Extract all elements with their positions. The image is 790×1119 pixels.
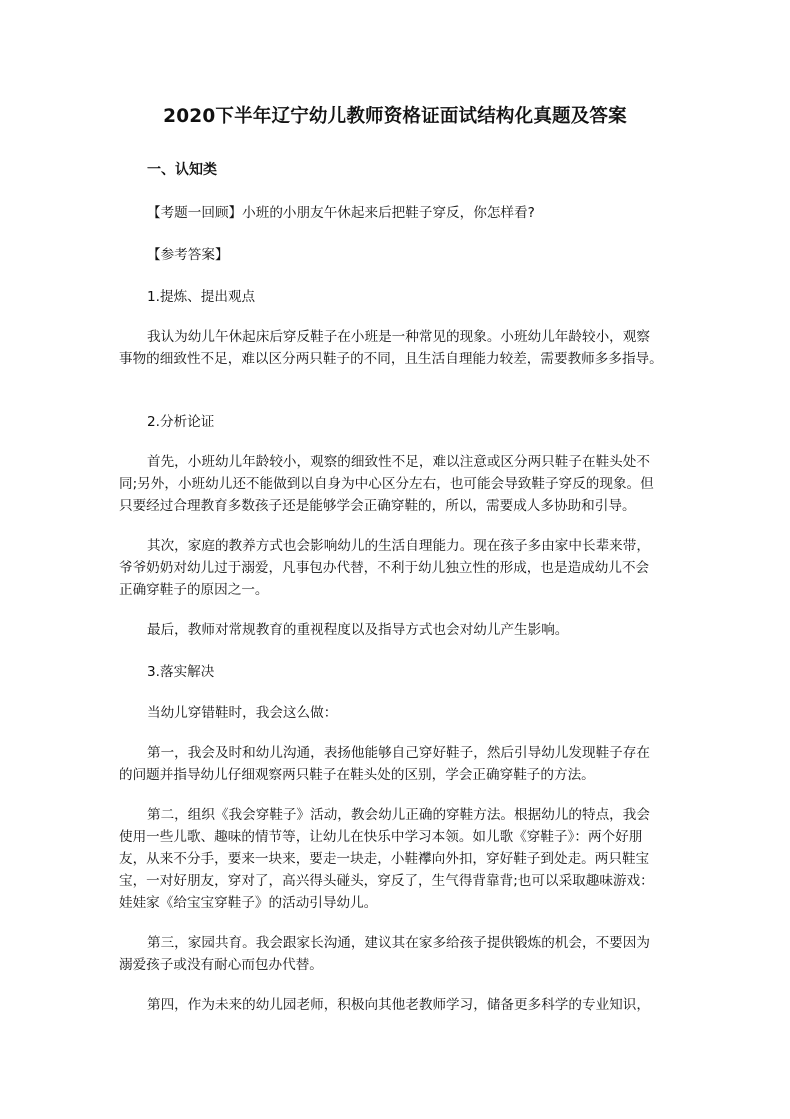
paragraph-9: 第四，作为未来的幼儿园老师，积极向其他老教师学习，储备更多科学的专业知识，: [147, 997, 650, 1013]
answer-label: 【参考答案】: [147, 247, 229, 263]
paragraph-3-line-2: 爷爷奶奶对幼儿过于溺爱，凡事包办代替，不利于幼儿独立性的形成，也是造成幼儿不会: [119, 560, 650, 576]
section-heading-cognition: 一、认知类: [147, 162, 217, 178]
paragraph-7-line-2: 使用一些儿歌、趣味的情节等，让幼儿在快乐中学习本领。如儿歌《穿鞋子》：两个好朋: [119, 829, 643, 845]
paragraph-7-line-4: 宝，一对好朋友，穿对了，高兴得头碰头，穿反了，生气得背靠背;也可以采取趣味游戏：: [119, 873, 654, 889]
paragraph-3-line-1: 其次，家庭的教养方式也会影响幼儿的生活自理能力。现在孩子多由家中长辈来带，: [147, 538, 650, 554]
question-text: 【考题一回顾】小班的小朋友午休起来后把鞋子穿反，你怎样看?: [147, 205, 535, 221]
paragraph-8-line-2: 溺爱孩子或没有耐心而包办代替。: [119, 957, 323, 973]
paragraph-7-line-5: 娃娃家《给宝宝穿鞋子》的活动引导幼儿。: [119, 895, 378, 911]
paragraph-6-line-1: 第一，我会及时和幼儿沟通，表扬他能够自己穿好鞋子，然后引导幼儿发现鞋子存在: [147, 745, 650, 761]
paragraph-2-line-2: 同;另外，小班幼儿还不能做到以自身为中心区分左右，也可能会导致鞋子穿反的现象。但: [119, 476, 654, 492]
paragraph-2-line-3: 只要经过合理教育多数孩子还是能够学会正确穿鞋的，所以，需要成人多协助和引导。: [119, 498, 636, 514]
paragraph-7-line-1: 第二，组织《我会穿鞋子》活动，教会幼儿正确的穿鞋方法。根据幼儿的特点，我会: [147, 807, 650, 823]
paragraph-6-line-2: 的问题并指导幼儿仔细观察两只鞋子在鞋头处的区别，学会正确穿鞋子的方法。: [119, 767, 595, 783]
step-heading-3: 3.落实解决: [147, 664, 215, 680]
document-title: 2020下半年辽宁幼儿教师资格证面试结构化真题及答案: [163, 106, 627, 127]
step-heading-2: 2.分析论证: [147, 414, 215, 430]
step-heading-1: 1.提炼、提出观点: [147, 289, 256, 305]
paragraph-1-line-1: 我认为幼儿午休起床后穿反鞋子在小班是一种常见的现象。小班幼儿年龄较小，观察: [147, 329, 650, 345]
paragraph-4: 最后，教师对常规教育的重视程度以及指导方式也会对幼儿产生影响。: [147, 622, 569, 638]
paragraph-1-line-2: 事物的细致性不足，难以区分两只鞋子的不同，且生活自理能力较差，需要教师多多指导。: [119, 351, 663, 367]
paragraph-5: 当幼儿穿错鞋时，我会这么做：: [147, 705, 338, 721]
paragraph-7-line-3: 友，从来不分手，要来一块来，要走一块走，小鞋襻向外扣，穿好鞋子到处走。两只鞋宝: [119, 851, 650, 867]
paragraph-3-line-3: 正确穿鞋子的原因之一。: [119, 582, 269, 598]
paragraph-2-line-1: 首先，小班幼儿年龄较小，观察的细致性不足，难以注意或区分两只鞋子在鞋头处不: [147, 454, 650, 470]
paragraph-8-line-1: 第三，家园共育。我会跟家长沟通，建议其在家多给孩子提供锻炼的机会，不要因为: [147, 935, 650, 951]
